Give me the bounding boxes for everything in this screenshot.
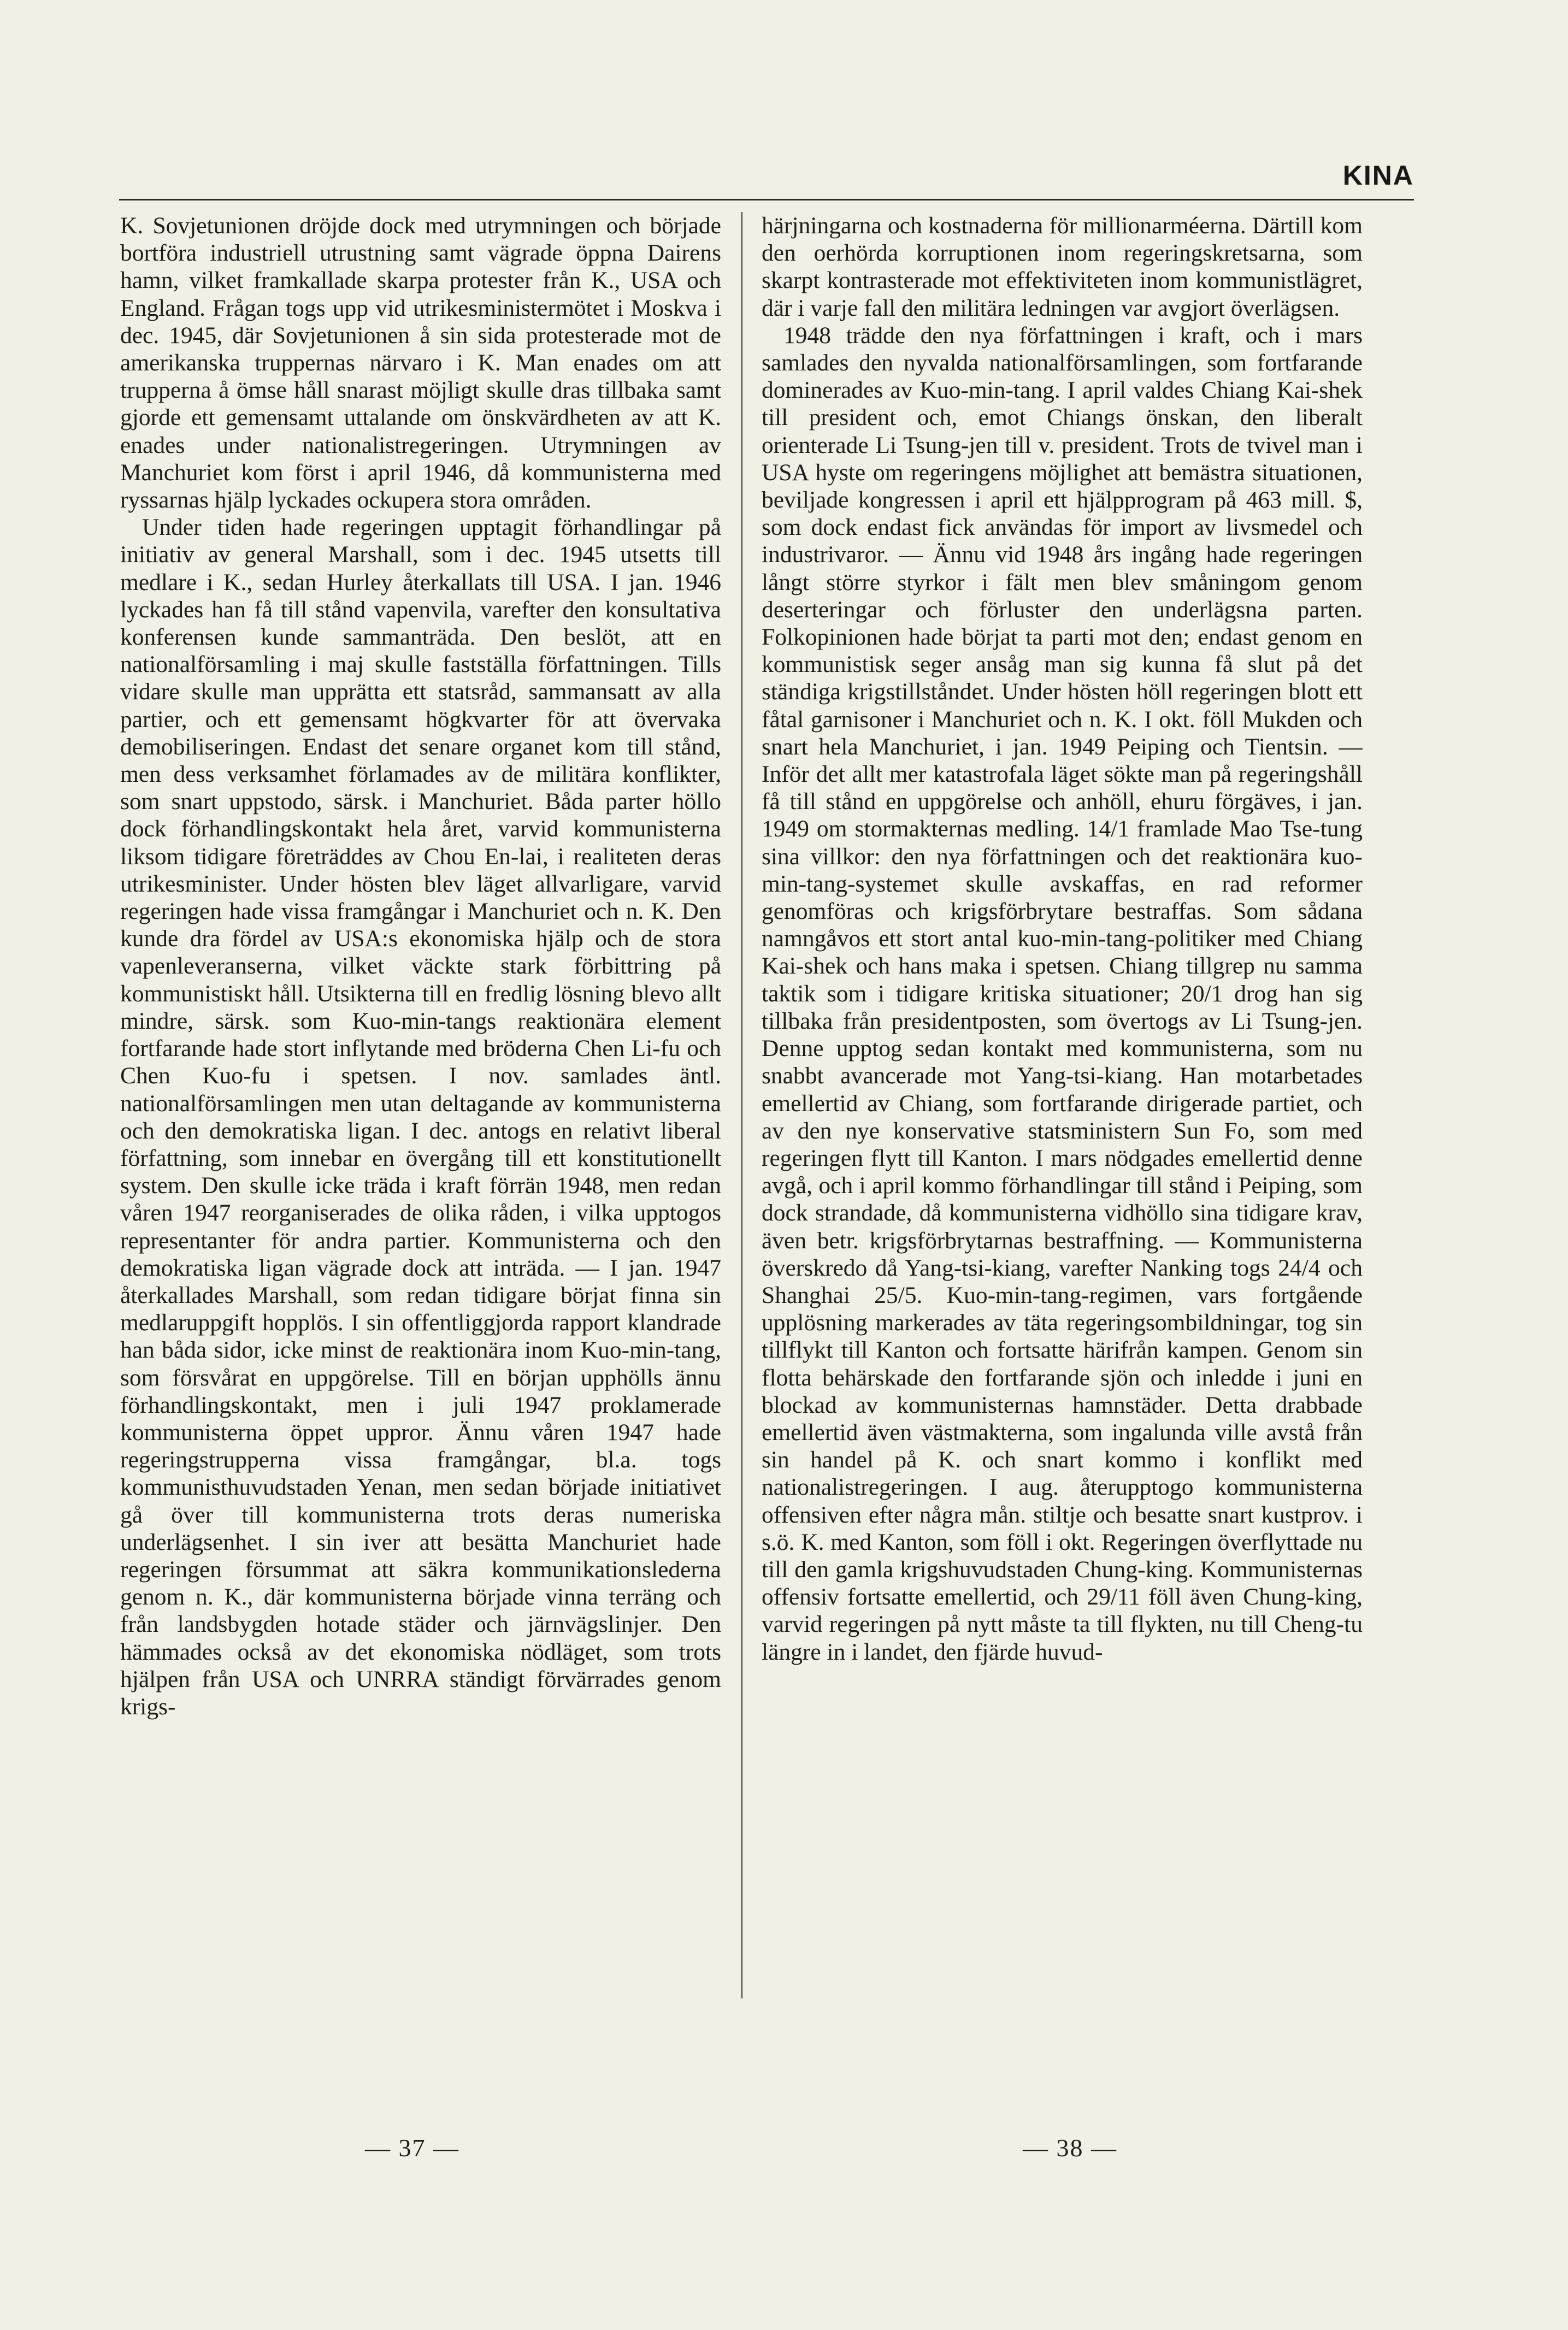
header-rule — [119, 199, 1414, 200]
left-column — [120, 212, 721, 1998]
paragraph: härjningarna och kostnaderna för millionarméerna. Därtill kom den oerhörda korruptionen inom regeringskretsarna, som skarpt kontrasterade mot effektiviteten inom kommunistlägret, där i varje fall den militära ledningen var avgjort överlägsen. — [762, 213, 1363, 321]
right-column — [762, 212, 1363, 1998]
paragraph: K. Sovjetunionen dröjde dock med utrymningen och började bortföra industriell utrustning samt vägrade öppna Dairens hamn, vilket framkallade skarpa protester från K., USA och England. Frågan togs upp vid utrikesministermötet i Moskva i dec. 1945, där Sovjetunionen å sin sida protesterade mot de amerikanska truppernas närvaro i K. Man enades om att trupperna å ömse håll snarast möjligt skulle dras tillbaka samt gjorde ett gemensamt uttalande om önskvärdheten av att K. enades under nationalistregeringen. Utrymningen av Manchuriet kom först i april 1946, då kommunisterna med ryssarnas hjälp lyckades ockupera stora områden. — [120, 213, 721, 514]
page-number-left: — 37 — — [365, 2134, 459, 2162]
paragraph: Under tiden hade regeringen upptagit förhandlingar på initiativ av general Marshall, som i dec. 1945 utsetts till medlare i K., sedan Hurley återkallats till USA. I jan. 1946 lyckades han få till stånd vapenvila, varefter den konsultativa konferensen kunde sammanträda. Den beslöt, att en nationalförsamling i maj skulle fastställa författningen. Tills vidare skulle man upprätta ett statsråd, sammansatt av alla partier, och ett gemensamt högkvarter för att övervaka demobiliseringen. Endast det senare organet kom till stånd, men dess verksamhet förlamades av de militära konflikter, som snart uppstodo, särsk. i Manchuriet. Båda parter höllo dock förhandlingskontakt hela året, varvid kommunisterna liksom tidigare företräddes av Chou En-lai, i realiteten deras utrikesminister. Under hösten blev läget allvarligare, varvid regeringen hade vissa framgångar i Manchuriet och n. K. Den kunde dra fördel av USA:s ekonomiska hjälp och de stora vapenleveranserna, vilket väckte stark förbittring på kommunistiskt håll. Utsikterna till en fredlig lösning blevo allt mindre, särsk. som Kuo-min-tangs reaktionära element fortfarande hade stort inflytande med bröderna Chen Li-fu och Chen Kuo-fu i spetsen. I nov. samlades äntl. nationalförsamlingen men utan deltagande av kommunisterna och den demokratiska ligan. I dec. antogs en relativt liberal författning, som innebar en övergång till ett konstitutionellt system. Den skulle icke träda i kraft förrän 1948, men redan våren 1947 reorganiserades de olika råden, i vilka upptogos representanter för andra partier. Kommunisterna och den demokratiska ligan vägrade dock att inträda. — I jan. 1947 återkallades Marshall, som redan tidigare börjat finna sin medlaruppgift hopplös. I sin offentliggjorda rapport klandrade han båda sidor, icke minst de reaktionära inom Kuo-min-tang, som försvårat en uppgörelse. Till en början upphölls ännu förhandlingskontakt, men i juli 1947 proklamerade kommunisterna öppet uppror. Ännu våren 1947 hade regeringstrupperna vissa framgångar, bl.a. togs kommunisthuvudstaden Yenan, men sedan började initiativet gå över till kommunisterna trots deras numeriska underlägsenhet. I sin iver att besätta Manchuriet hade regeringen försummat att säkra kommunikationslederna genom n. K., där kommunisterna började vinna terräng och från landsbygden hotade städer och järnvägslinjer. Den hämmades också av det ekonomiska nödläget, som trots hjälpen från USA och UNRRA ständigt förvärrades genom krigs- — [120, 514, 721, 1720]
running-head: KINA — [1342, 160, 1414, 191]
column-divider — [741, 212, 742, 1998]
paragraph: 1948 trädde den nya författningen i kraft, och i mars samlades den nyvalda nationalförsamlingen, som fortfarande dominerades av Kuo-min-tang. I april valdes Chiang Kai-shek till president och, emot Chiangs önskan, den liberalt orienterade Li Tsung-jen till v. president. Trots de tvivel man i USA hyste om regeringens möjlighet att bemästra situationen, beviljade kongressen i april ett hjälpprogram på 463 mill. $, som dock endast fick användas för import av livsmedel och industrivaror. — Ännu vid 1948 års ingång hade regeringen långt större styrkor i fält men blev småningom genom deserteringar och förluster den underlägsna parten. Folkopinionen hade börjat ta parti mot den; endast genom en kommunistisk seger ansåg man sig kunna få slut på det ständiga krigstillståndet. Under hösten höll regeringen blott ett fåtal garnisoner i Manchuriet och n. K. I okt. föll Mukden och snart hela Manchuriet, i jan. 1949 Peiping och Tientsin. — Inför det allt mer katastrofala läget sökte man på regeringshåll få till stånd en uppgörelse och anhöll, ehuru förgäves, i jan. 1949 om stormakternas medling. 14/1 framlade Mao Tse-tung sina villkor: den nya författningen och det reaktionära kuo-min-tang-systemet skulle avskaffas, en rad reformer genomföras och krigsförbrytare bestraffas. Som sådana namngåvos ett stort antal kuo-min-tang-politiker med Chiang Kai-shek och hans maka i spetsen. Chiang tillgrep nu samma taktik som i tidigare kritiska situationer; 20/1 drog han sig tillbaka från presidentposten, som övertogs av Li Tsung-jen. Denne upptog sedan kontakt med kommunisterna, som nu snabbt avancerade mot Yang-tsi-kiang. Han motarbetades emellertid av Chiang, som fortfarande dirigerade partiet, och av den nye konservative statsministern Sun Fo, som med regeringen flytt till Kanton. I mars nödgades emellertid denne avgå, och i april kommo förhandlingar till stånd i Peiping, som dock strandade, då kommunisterna vidhöllo sina tidigare krav, även betr. krigsförbrytarnas bestraffning. — Kommunisterna överskredo då Yang-tsi-kiang, varefter Nanking togs 24/4 och Shanghai 25/5. Kuo-min-tang-regimen, vars fortgående upplösning markerades av täta regeringsombildningar, tog sin tillflykt till Kanton och fortsatte härifrån kampen. Genom sin flotta behärskade den fortfarande sjön och inledde i juni en blockad av kommunisternas hamnstäder. Detta drabbade emellertid även västmakterna, som ingalunda ville avstå från sin handel på K. och snart kommo i konflikt med nationalistregeringen. I aug. återupptogo kommunisterna offensiven efter några mån. stiltje och besatte snart kustprov. i s.ö. K. med Kanton, som föll i okt. Regeringen överflyttade nu till den gamla krigshuvudstaden Chung-king. Kommunisternas offensiv fortsatte emellertid, och 29/11 föll även Chung-king, varvid regeringen på nytt måste ta till flykten, nu till Cheng-tu längre in i landet, den fjärde huvud- — [762, 322, 1363, 1665]
page-number-right: — 38 — — [1023, 2134, 1117, 2162]
